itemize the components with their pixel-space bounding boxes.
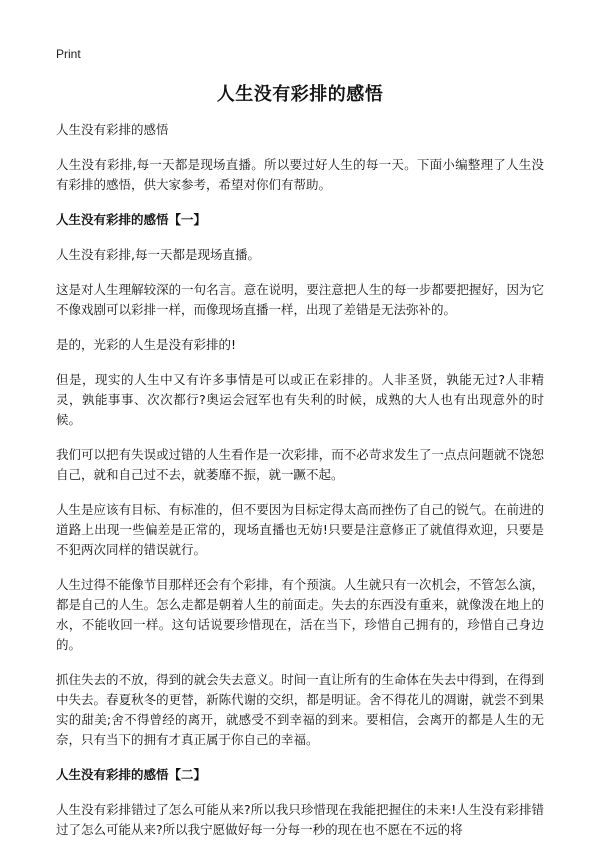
- paragraph: 人生没有彩排错过了怎么可能从来?所以我只珍惜现在我能把握住的未来!人生没有彩排错过了怎么可能从来?所以我宁愿做好每一分每一秒的现在也不愿在不远的将: [56, 802, 544, 837]
- page-title: 人生没有彩排的感悟: [216, 84, 384, 105]
- section-heading-1: 人生没有彩排的感悟【一】: [56, 212, 207, 227]
- article-body: [56, 120, 544, 855]
- paragraph: 人生过得不能像节目那样还会有个彩排，有个预演。人生就只有一次机会，不管怎么演，都是自己的人生。怎么走都是朝着人生的前面走。失去的东西没有重来，就像泼在地上的水，不能收回一样。这句话说要珍惜现在，活在当下，珍惜自己拥有的，珍惜自己身边的。: [56, 577, 544, 652]
- print-link[interactable]: Print: [56, 47, 81, 61]
- paragraph: 我们可以把有失误或过错的人生看作是一次彩排，而不必苛求发生了一点点问题就不饶恕自己，就和自己过不去，就萎靡不振，就一蹶不起。: [56, 447, 544, 482]
- paragraph: 这是对人生理解较深的一句名言。意在说明，要注意把人生的每一步都要把握好，因为它不像戏剧可以彩排一样，而像现场直播一样，出现了差错是无法弥补的。: [56, 282, 544, 317]
- intro-paragraph: 人生没有彩排,每一天都是现场直播。所以要过好人生的每一天。下面小编整理了人生没有彩排的感悟，供大家参考，希望对你们有帮助。: [56, 157, 544, 192]
- paragraph: 人生是应该有目标、有标准的，但不要因为目标定得太高而挫伤了自己的锐气。在前进的道路上出现一些偏差是正常的，现场直播也无妨!只要是注意修正了就值得欢迎，只要是不犯两次同样的错误就行。: [56, 502, 544, 557]
- paragraph: 是的，光彩的人生是没有彩排的!: [56, 337, 237, 352]
- article-subtitle: 人生没有彩排的感悟: [56, 122, 169, 137]
- paragraph: 人生没有彩排,每一天都是现场直播。: [56, 247, 260, 262]
- paragraph: 抓住失去的不放，得到的就会失去意义。时间一直让所有的生命体在失去中得到，在得到中失去。春夏秋冬的更替，新陈代谢的交织，都是明证。舍不得花儿的凋谢，就尝不到果实的甜美;舍不得曾经的离开，就感受不到幸福的到来。要相信，会离开的都是人生的无奈，只有当下的拥有才真正属于你自己的幸福。: [56, 672, 544, 747]
- paragraph: 但是，现实的人生中又有许多事情是可以或正在彩排的。人非圣贤，孰能无过?人非精灵，孰能事事、次次都行?奥运会冠军也有失利的时候，成熟的大人也有出现意外的时候。: [56, 372, 544, 427]
- section-heading-2: 人生没有彩排的感悟【二】: [56, 767, 207, 782]
